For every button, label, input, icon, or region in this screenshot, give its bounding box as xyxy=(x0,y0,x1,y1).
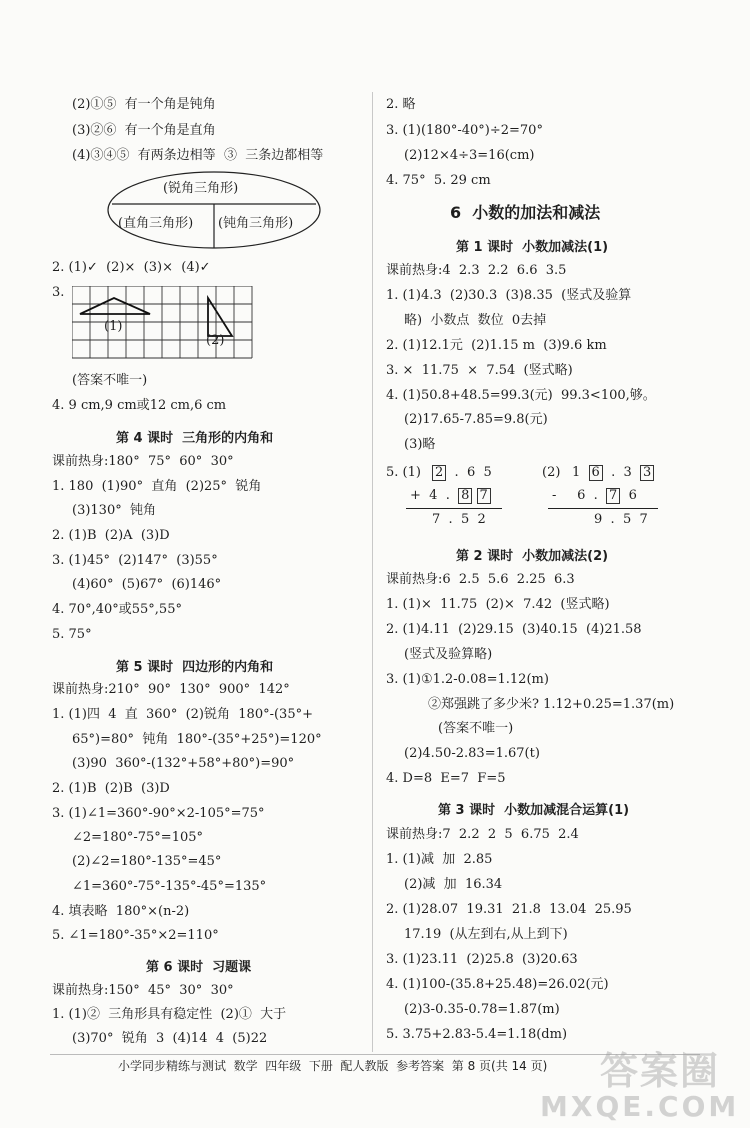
answer-line: 4. 填表略 180°×(n-2) xyxy=(52,904,190,919)
operator: - xyxy=(552,488,557,503)
digit: 6 xyxy=(577,488,586,503)
venn-label-acute: (锐角三角形) xyxy=(163,181,239,196)
digit: 7 xyxy=(639,512,648,527)
question-5-label: 5. (1) xyxy=(386,465,421,480)
vertical-calc-2-row1 xyxy=(572,464,654,482)
answer-line: 1. (1)× 11.75 (2)× 7.42 (竖式略) xyxy=(386,597,610,612)
answer-line: 3. (1)∠1=360°-90°×2-105°=75° xyxy=(52,806,265,821)
answer-line: (2)减 加 16.34 xyxy=(404,877,503,892)
answer-line: (3)90 360°-(132°+58°+80°)=90° xyxy=(72,756,295,771)
answer-line: (3)130° 钝角 xyxy=(72,503,156,518)
answer-line: 2. 略 xyxy=(386,97,416,112)
answer-line: 4. D=8 E=7 F=5 xyxy=(386,771,506,786)
vertical-calc-1-row1 xyxy=(432,464,492,482)
answer-line: (竖式及验算略) xyxy=(404,647,493,662)
answer-line: 2. (1)4.11 (2)29.15 (3)40.15 (4)21.58 xyxy=(386,622,642,637)
blank-box: 6 xyxy=(589,465,603,481)
grid-label-1: (1) xyxy=(104,319,123,334)
lesson-title: 第 1 课时 小数加减法(1) xyxy=(456,240,609,255)
answer-line: 2. (1)✓ (2)× (3)× (4)✓ xyxy=(52,260,211,275)
lesson-title: 第 2 课时 小数加减法(2) xyxy=(456,549,609,564)
vertical-calc-1-row2 xyxy=(410,487,491,505)
answer-line: (2)①⑤ 有一个角是钝角 xyxy=(72,97,216,112)
answer-line: 5. 75° xyxy=(52,627,92,642)
calc-underline xyxy=(548,508,658,509)
answer-line: 2. (1)12.1元 (2)1.15 m (3)9.6 km xyxy=(386,338,607,353)
answer-line: (2)4.50-2.83=1.67(t) xyxy=(404,746,540,761)
answer-line: ∠2=180°-75°=105° xyxy=(72,830,204,845)
answer-line: 3. (1)23.11 (2)25.8 (3)20.63 xyxy=(386,952,578,967)
digit: . xyxy=(454,465,459,480)
lesson-title: 第 3 课时 小数加减混合运算(1) xyxy=(438,803,630,818)
digit: 6 xyxy=(466,465,476,480)
vertical-calc-2-result xyxy=(594,511,648,529)
answer-line: 1. 180 (1)90° 直角 (2)25° 锐角 xyxy=(52,479,262,494)
answer-line: 略) 小数点 数位 0去掉 xyxy=(404,313,547,328)
answer-line: (答案不唯一) xyxy=(438,721,514,736)
digit: . xyxy=(593,488,598,503)
digit: 3 xyxy=(623,465,632,480)
page-footer: 小学同步精练与测试 数学 四年级 下册 配人教版 参考答案 第 8 页(共 14 页) xyxy=(118,1059,548,1073)
answer-line: 4. (1)50.8+48.5=99.3(元) 99.3<100,够。 xyxy=(386,388,656,403)
answer-line: 5. ∠1=180°-35°×2=110° xyxy=(52,928,219,943)
column-divider xyxy=(372,92,373,1052)
digit: 6 xyxy=(628,488,637,503)
triangle-grid-drawing xyxy=(72,286,254,360)
answer-line: 1. (1)② 三角形具有稳定性 (2)① 大于 xyxy=(52,1007,287,1022)
answer-line: 课前热身:7 2.2 2 5 6.75 2.4 xyxy=(386,827,579,842)
answer-line: 3. × 11.75 × 7.54 (竖式略) xyxy=(386,363,573,378)
answer-line: (2)17.65-7.85=9.8(元) xyxy=(404,412,548,427)
answer-line: 课前热身:4 2.3 2.2 6.6 3.5 xyxy=(386,263,567,278)
answer-line: 1. (1)四 4 直 360° (2)锐角 180°-(35°+ xyxy=(52,707,313,722)
answer-line: 4. 75° 5. 29 cm xyxy=(386,173,491,188)
chapter-title: 6 小数的加法和减法 xyxy=(450,203,601,222)
answer-line: ∠1=360°-75°-135°-45°=135° xyxy=(72,879,267,894)
answer-line: 5. 3.75+2.83-5.4=1.18(dm) xyxy=(386,1027,568,1042)
answer-line: 课前热身:6 2.5 5.6 2.25 6.3 xyxy=(386,572,575,587)
digit: . xyxy=(611,465,616,480)
calc-underline xyxy=(406,508,502,509)
vertical-calc-2-row2 xyxy=(552,487,637,505)
digit: 4 xyxy=(429,488,438,503)
digit: 5 xyxy=(622,512,632,527)
digit: 5 xyxy=(483,465,492,480)
blank-box: 3 xyxy=(640,465,654,481)
answer-line: 课前热身:180° 75° 60° 30° xyxy=(52,454,234,469)
answer-line: 17.19 (从左到右,从上到下) xyxy=(404,927,568,942)
blank-box: 2 xyxy=(432,465,446,481)
lesson-title: 第 5 课时 四边形的内角和 xyxy=(116,660,274,675)
answer-line: 4. (1)100-(35.8+25.48)=26.02(元) xyxy=(386,977,609,992)
blank-box: 8 xyxy=(458,488,472,504)
answer-line: 2. (1)B (2)B (3)D xyxy=(52,781,170,796)
watermark-logo: 答案圈 xyxy=(600,1049,721,1093)
answer-line: (2)3-0.35-0.78=1.87(m) xyxy=(404,1002,560,1017)
digit: 1 xyxy=(572,465,581,480)
digit: 2 xyxy=(477,512,486,527)
venn-label-right: (直角三角形) xyxy=(118,216,194,231)
answer-line: 课前热身:150° 45° 30° 30° xyxy=(52,983,234,998)
answer-line: (2)∠2=180°-135°=45° xyxy=(72,854,222,869)
lesson-title: 第 6 课时 习题课 xyxy=(146,960,252,975)
lesson-title: 第 4 课时 三角形的内角和 xyxy=(116,431,274,446)
digit: . xyxy=(610,512,615,527)
operator: + xyxy=(410,488,421,503)
answer-line: 1. (1)4.3 (2)30.3 (3)8.35 (竖式及验算 xyxy=(386,288,632,303)
answer-line: (答案不唯一) xyxy=(72,373,148,388)
digit: . xyxy=(448,512,453,527)
digit: 5 xyxy=(460,512,470,527)
digit: 7 xyxy=(432,512,441,527)
digit: . xyxy=(445,488,450,503)
answer-line: (4)③④⑤ 有两条边相等 ③ 三条边都相等 xyxy=(72,148,324,163)
answer-line: 4. 70°,40°或55°,55° xyxy=(52,602,182,617)
answer-line: 2. (1)B (2)A (3)D xyxy=(52,528,170,543)
answer-line: 4. 9 cm,9 cm或12 cm,6 cm xyxy=(52,398,227,413)
answer-line: (3)②⑥ 有一个角是直角 xyxy=(72,123,216,138)
answer-line: (2)12×4÷3=16(cm) xyxy=(404,148,535,163)
answer-line: 3. (1)①1.2-0.08=1.12(m) xyxy=(386,672,549,687)
question-5-2-label: (2) xyxy=(542,465,561,480)
answer-line: 3. xyxy=(52,285,65,300)
blank-box: 7 xyxy=(477,488,491,504)
vertical-calc-1-result xyxy=(432,511,486,529)
answer-line: 1. (1)减 加 2.85 xyxy=(386,852,493,867)
digit: 9 xyxy=(594,512,603,527)
answer-line: 2. (1)28.07 19.31 21.8 13.04 25.95 xyxy=(386,902,632,917)
answer-line: 65°)=80° 钝角 180°-(35°+25°)=120° xyxy=(72,732,322,747)
answer-line: ②郑强跳了多少米? 1.12+0.25=1.37(m) xyxy=(428,697,675,712)
venn-label-obtuse: (钝角三角形) xyxy=(218,216,294,231)
answer-line: 3. (1)(180°-40°)÷2=70° xyxy=(386,123,543,138)
answer-line: (3)略 xyxy=(404,437,436,452)
answer-line: 课前热身:210° 90° 130° 900° 142° xyxy=(52,682,290,697)
answer-line: (4)60° (5)67° (6)146° xyxy=(72,577,222,592)
watermark-site: MXQE.COM xyxy=(540,1090,740,1123)
blank-box: 7 xyxy=(606,488,620,504)
answer-line: (3)70° 锐角 3 (4)14 4 (5)22 xyxy=(72,1031,268,1046)
answer-line: 3. (1)45° (2)147° (3)55° xyxy=(52,553,218,568)
grid-label-2: (2) xyxy=(206,333,225,348)
